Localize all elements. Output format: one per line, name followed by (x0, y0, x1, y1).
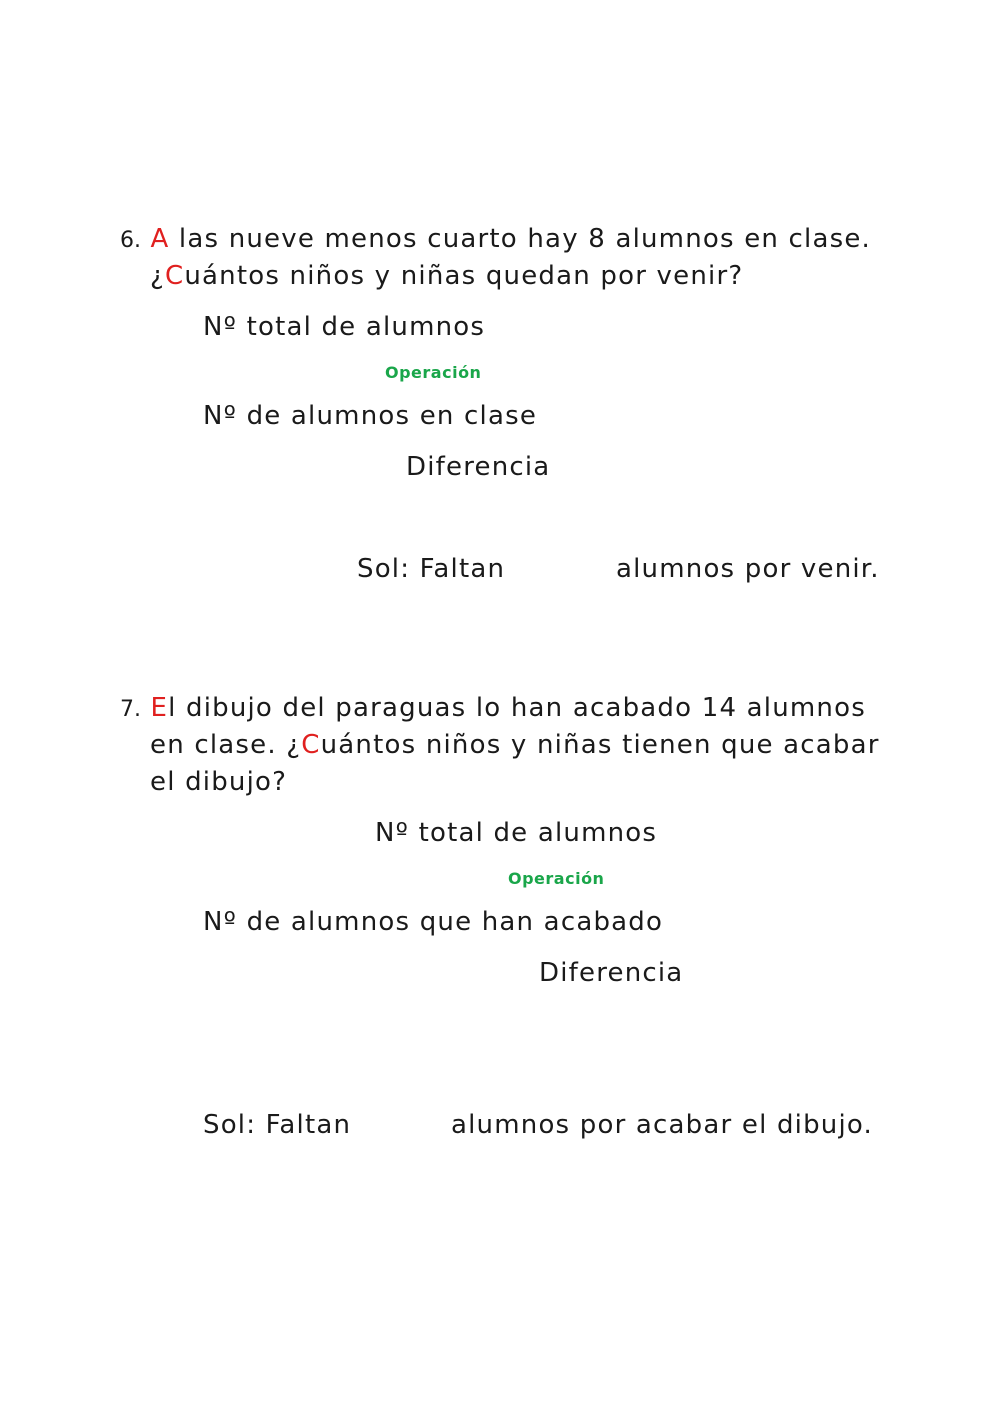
problem-6-initial-letter: A (150, 224, 170, 254)
problem-7-line-2 (150, 727, 880, 764)
problem-7-difference-label: Diferencia (539, 958, 684, 988)
problem-7-line-2-text: uántos niños y niñas tienen que acabar (320, 730, 880, 760)
problem-6-total-label: Nº total de alumnos (203, 312, 486, 342)
problem-6-difference-label: Diferencia (406, 452, 551, 482)
problem-7-question-initial: C (301, 730, 321, 760)
problem-7-total-label: Nº total de alumnos (375, 818, 658, 848)
problem-6-number: 6. (120, 228, 141, 253)
problem-7-operation-label: Operación (508, 869, 605, 888)
problem-7-initial-letter: E (150, 693, 169, 723)
problem-7-line-1 (120, 690, 866, 728)
problem-7-line-3: el dibujo? (150, 767, 288, 797)
problem-6-question-initial: C (165, 261, 185, 291)
problem-6-solution-suffix: alumnos por venir. (616, 554, 880, 584)
problem-6-operation-label: Operación (385, 363, 482, 382)
problem-6-line-1 (120, 221, 871, 259)
problem-6-line-2 (150, 258, 743, 295)
problem-6-line-1-text: las nueve menos cuarto hay 8 alumnos en clase. (169, 224, 872, 254)
problem-7-solution-prefix: Sol: Faltan (203, 1110, 352, 1140)
problem-7-line-1-text: l dibujo del paraguas lo han acabado 14 alumnos (168, 693, 866, 723)
problem-6-solution-prefix: Sol: Faltan (357, 554, 506, 584)
problem-7-line-2-lead: en clase. ¿ (150, 730, 302, 760)
problem-7-solution-suffix: alumnos por acabar el dibujo. (451, 1110, 874, 1140)
problem-6-class-label: Nº de alumnos en clase (203, 401, 538, 431)
problem-6-line-2-text: uántos niños y niñas quedan por venir? (184, 261, 744, 291)
problem-6-question-mark: ¿ (150, 261, 165, 291)
problem-7-class-label: Nº de alumnos que han acabado (203, 907, 664, 937)
problem-7-number: 7. (120, 697, 141, 722)
